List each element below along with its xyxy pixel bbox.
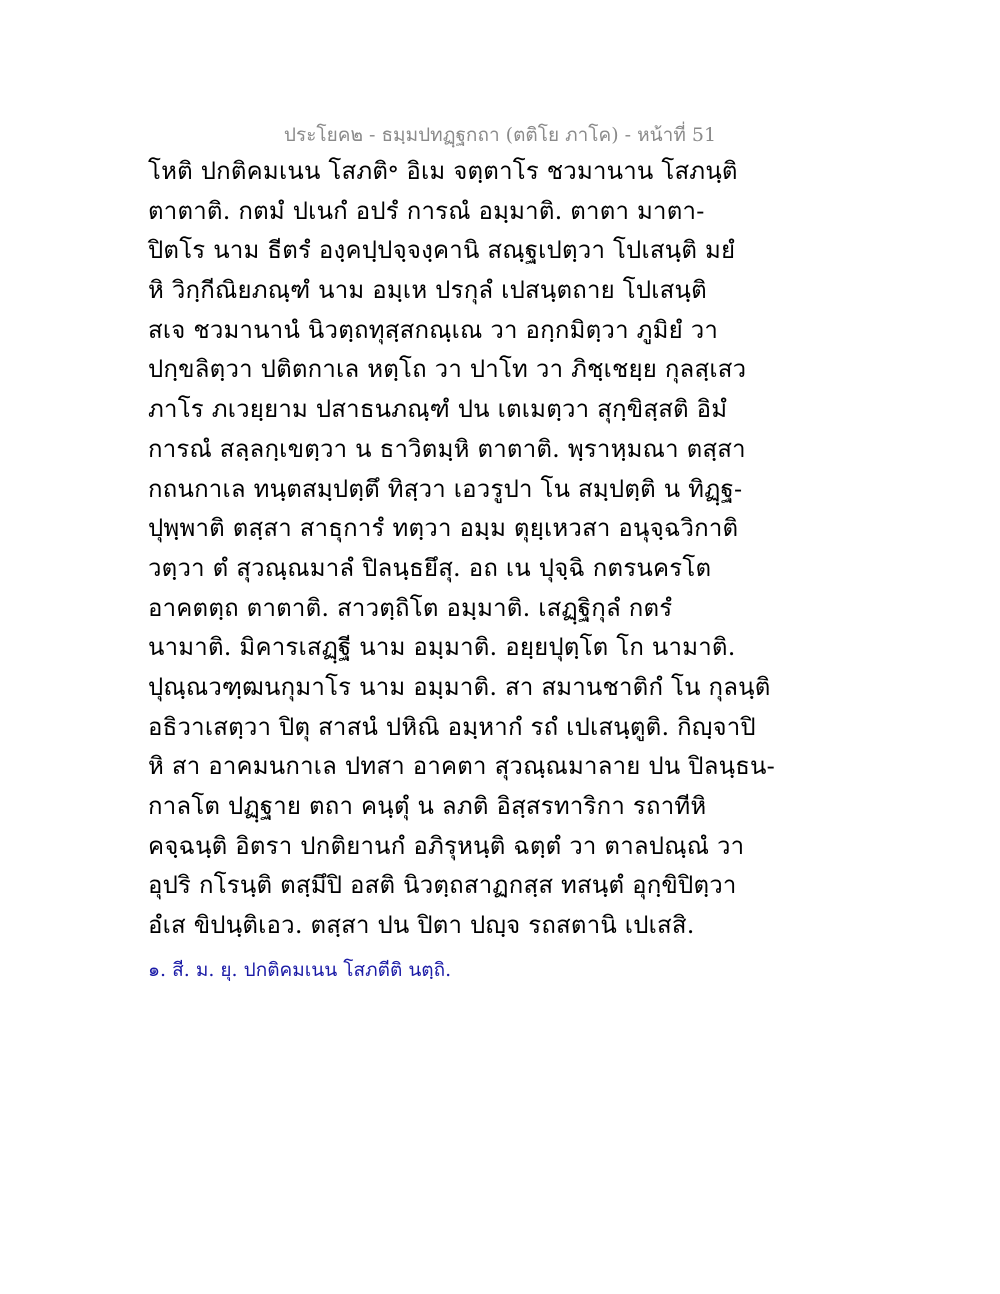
text-line-1: โหติ ปกติคมเนน โสภติ॰ อิเม จตฺตาโร ชวมานาน โสภนฺติ xyxy=(148,157,738,185)
text-line-18: คจฺฉนฺติ อิตรา ปกติยานกํ อภิรุหนฺติ ฉตฺตํ วา ตาลปณฺณํ วา xyxy=(148,831,745,860)
text-line-19: อุปริ กโรนฺติ ตสฺมึปิ อสติ นิวตฺถสาฏกสฺส ทสนฺตํ อุกฺขิปิตฺวา xyxy=(148,871,737,900)
text-line-13: นามาติ. มิคารเสฏฺฐี นาม อมฺมาติ. อยฺยปุตฺโต โก นามาติ. xyxy=(148,633,736,662)
text-line-10: ปุพฺพาติ ตสฺสา สาธุการํ ทตฺวา อมฺม ตุยฺเหวสา อนุจฺฉวิกาติ xyxy=(148,514,739,543)
text-line-16: หิ สา อาคมนกาเล ปทสา อาคตา สุวณฺณมาลาย ปน ปิลนฺธน- xyxy=(148,752,775,781)
text-line-9: กถนกาเล ทนฺตสมฺปตฺตึ ทิสฺวา เอวรูปา โน สมฺปตฺติ น ทิฏฺฐ- xyxy=(148,474,743,503)
body-text xyxy=(148,152,848,946)
text-line-11: วตฺวา ตํ สุวณฺณมาลํ ปิลนฺธยึสุ. อถ เน ปุจฺฉิ กตรนครโต xyxy=(148,553,712,582)
text-line-8: การณํ สลฺลกฺเขตฺวา น ธาวิตมฺหิ ตาตาติ. พฺราหฺมณา ตสฺสา xyxy=(148,434,746,463)
text-line-17: กาลโต ปฏฺฐาย ตถา คนฺตุํ น ลภติ อิสฺสรทาริกา รถาทีหิ xyxy=(148,792,707,820)
text-line-5: สเจ ชวมานานํ นิวตฺถทุสฺสกณฺเณ วา อกฺกมิตฺวา ภูมิยํ วา xyxy=(148,315,719,344)
text-line-4: หิ วิกฺกีณิยภณฺฑํ นาม อมฺเห ปรกุลํ เปสนฺตถาย โปเสนฺติ xyxy=(148,276,707,305)
text-line-14: ปุณฺณวฑฺฒนกุมาโร นาม อมฺมาติ. สา สมานชาติกํ โน กุลนฺติ xyxy=(148,672,771,701)
text-line-2: ตาตาติ. กตมํ ปเนกํ อปรํ การณํ อมฺมาติ. ตาตา มาตา- xyxy=(148,196,705,225)
page-header: ประโยค๒ - ธมฺมปทฏฺฐกถา (ตติโย ภาโค) - หน้าที่ 51 xyxy=(283,124,717,146)
text-line-3: ปิตโร นาม ธีตรํ องฺคปฺปจฺจงฺคานิ สณฺฐเปตฺวา โปเสนฺติ มยํ xyxy=(148,236,736,265)
text-line-20: อํเส ขิปนฺติเอว. ตสฺสา ปน ปิตา ปญฺจ รถสตานิ เปเสสิ. xyxy=(148,911,695,940)
text-line-6: ปกฺขลิตฺวา ปติตกาเล หตฺโถ วา ปาโท วา ภิชฺเชยฺย กุลสฺเสว xyxy=(148,355,747,384)
text-line-7: ภาโร ภเวยฺยาม ปสาธนภณฺฑํ ปน เตเมตฺวา สุกฺขิสฺสติ อิมํ xyxy=(148,395,728,424)
footnote: ๑. สี. ม. ยุ. ปกติคมเนน โสภตีติ นตฺถิ. xyxy=(148,959,452,981)
text-line-12: อาคตตฺถ ตาตาติ. สาวตฺถิโต อมฺมาติ. เสฏฺฐิกุลํ กตรํ xyxy=(148,593,673,622)
text-line-15: อธิวาเสตฺวา ปิตุ สาสนํ ปหิณิ อมฺหากํ รถํ เปเสนฺตูติ. กิญฺจาปิ xyxy=(148,712,756,741)
